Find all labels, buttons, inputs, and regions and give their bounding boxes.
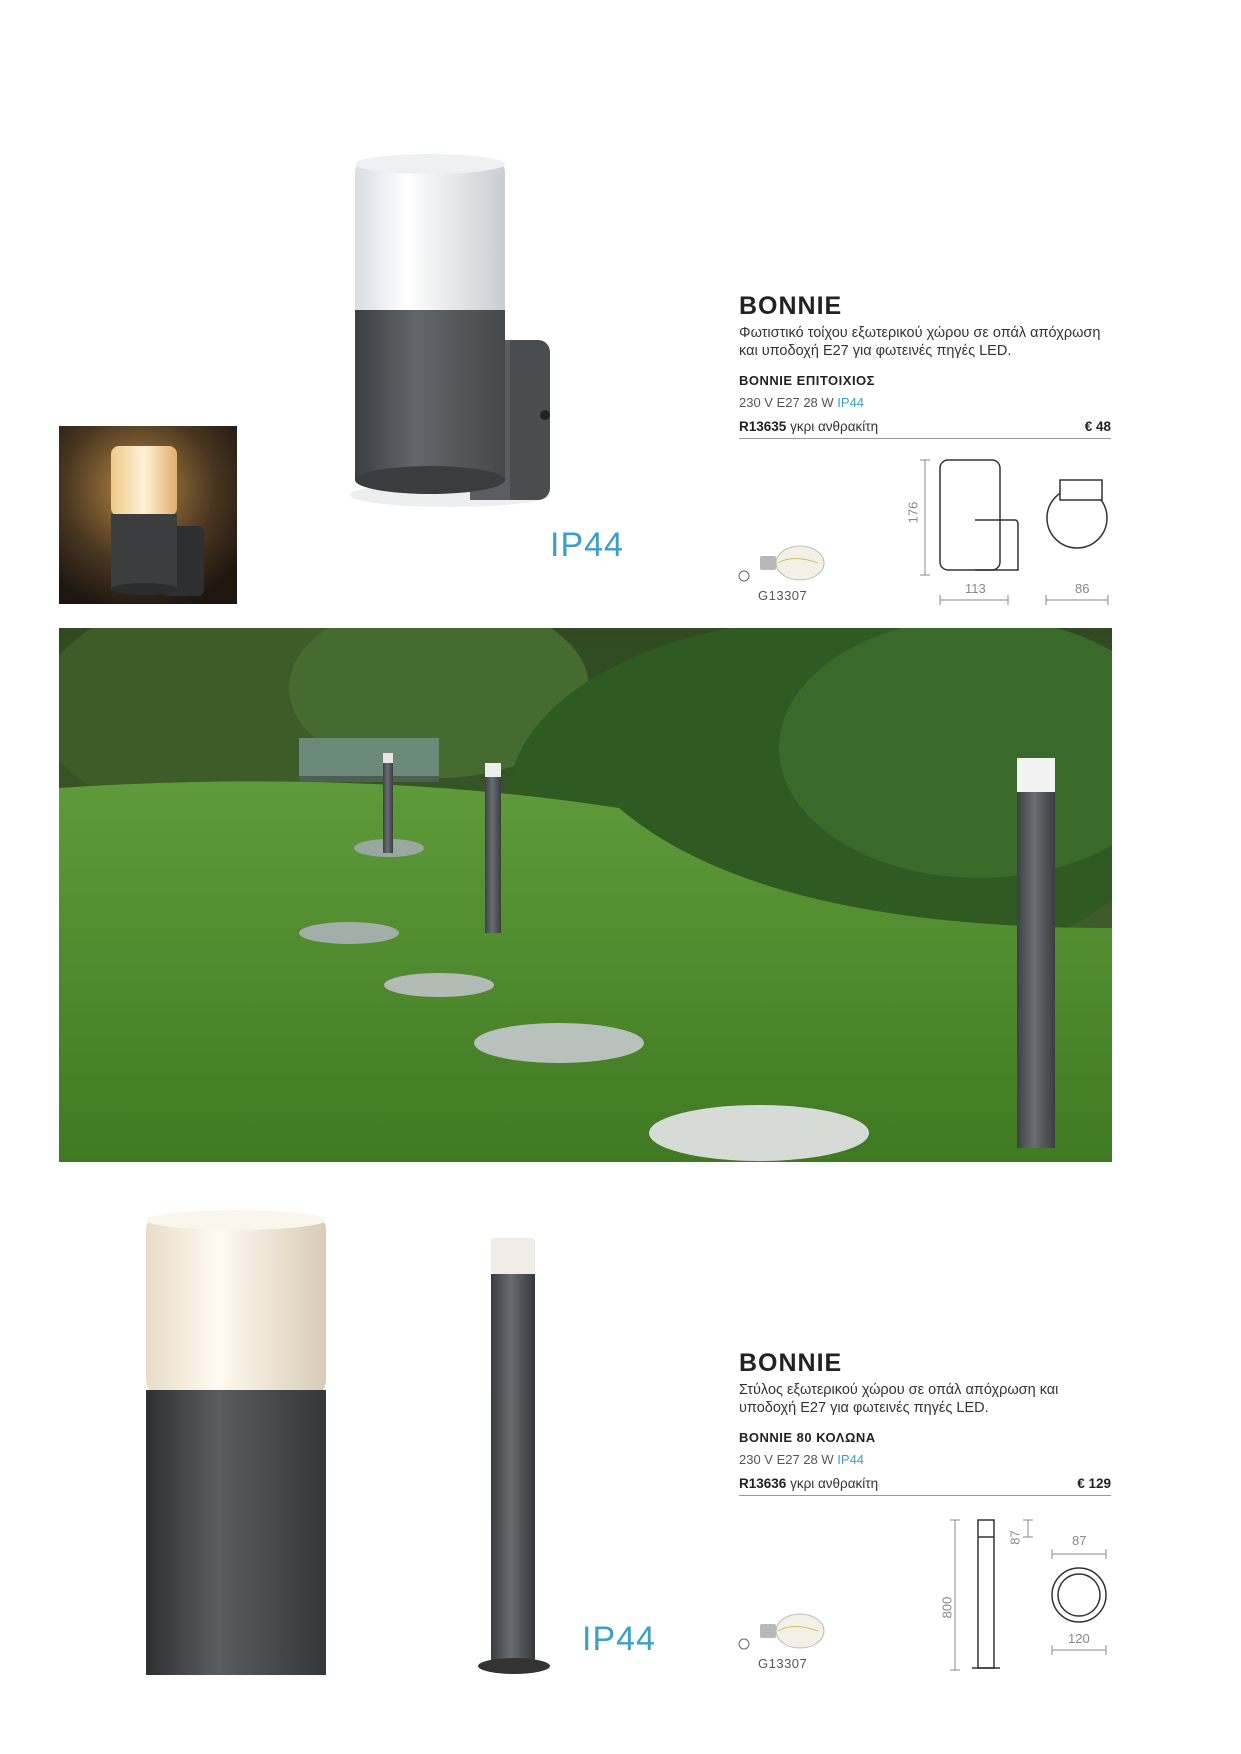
- product-finish: γκρι ανθρακίτη: [790, 419, 879, 434]
- bulb-icon: [738, 542, 833, 582]
- product-finish-2: γκρι ανθρακίτη: [790, 1476, 879, 1491]
- dim-height: 176: [905, 501, 921, 524]
- specs-text-2: 230 V E27 28 W: [739, 1452, 834, 1467]
- specs-ip: IP44: [837, 395, 865, 410]
- wall-lamp-night-photo: [59, 426, 237, 604]
- product-title: BONNIE: [739, 292, 843, 320]
- garden-scene-photo: [59, 628, 1112, 1162]
- specs-ip-2: IP44: [837, 1452, 865, 1467]
- product-specs-2: [739, 1452, 864, 1467]
- product-subtitle-2: BONNIE 80 ΚΟΛΩΝΑ: [739, 1430, 876, 1445]
- dim-height-2: 800: [939, 1596, 955, 1619]
- product-price: € 48: [1084, 419, 1111, 434]
- product-code-2: R13636: [739, 1476, 787, 1491]
- product-description-2: Στύλος εξωτερικού χώρου σε οπάλ απόχρωση και υποδοχή E27 για φωτεινές πηγές LED.: [739, 1382, 1059, 1416]
- bollard-closeup-photo: [144, 1210, 329, 1675]
- dim-head-2: 87: [1007, 1530, 1023, 1545]
- dim-width: 86: [1075, 581, 1090, 596]
- product-code: R13635: [739, 419, 787, 434]
- specs-text: 230 V E27 28 W: [739, 395, 834, 410]
- product-code-row: [739, 419, 1111, 439]
- product-price-2: € 129: [1077, 1476, 1111, 1491]
- dim-depth: 113: [965, 581, 986, 596]
- dim-base-2: 120: [1068, 1631, 1090, 1646]
- wall-lamp-product-photo: [330, 150, 570, 520]
- bollard-full-photo: [478, 1238, 558, 1678]
- dim-diameter-2: 87: [1072, 1533, 1087, 1548]
- product-code-row-2: [739, 1476, 1111, 1496]
- bulb-icon-2: [738, 1610, 833, 1650]
- product-specs: [739, 395, 864, 410]
- bollard-dimension-drawing: [940, 1515, 1120, 1675]
- ip-rating-badge: IP44: [550, 526, 624, 564]
- product-description: Φωτιστικό τοίχου εξωτερικού χώρου σε οπάλ απόχρωση και υποδοχή E27 για φωτεινές πηγές LED.: [739, 325, 1101, 359]
- bulb-code: G13307: [758, 588, 808, 603]
- product-subtitle: BONNIE ΕΠΙΤΟΙΧΙΟΣ: [739, 373, 875, 388]
- bulb-code-2: G13307: [758, 1656, 808, 1671]
- product-title-2: BONNIE: [739, 1349, 843, 1377]
- ip-rating-badge-2: IP44: [582, 1620, 656, 1658]
